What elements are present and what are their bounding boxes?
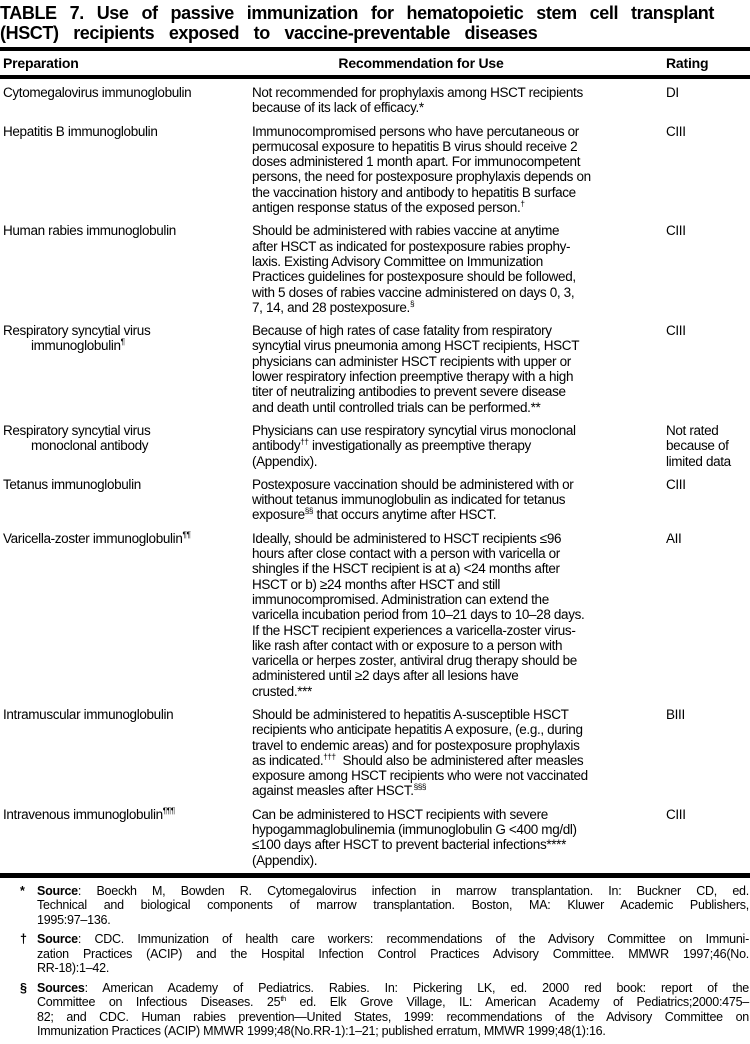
recommendation-cell: Should be administered with rabies vaccine at anytime after HSCT as indicated for postexposure rabies prophy- laxis. Existing Advisory Committee on Immunization Practices guidelines for postexposure should be followed, with 5 doses of rabies vaccine administered on days 0, 3, 7, 14, and 28 postexposure.§	[252, 223, 576, 315]
footnote-line: Committee on Infectious Diseases. 25th ed. Elk Grove Village, IL: American Academy of Pediatrics;2000:475–	[37, 994, 749, 1010]
column-header-recommendation: Recommendation for Use	[338, 55, 504, 71]
footnote-line: 1995:97–136.	[37, 912, 111, 927]
footnote-line: Sources: American Academy of Pediatrics. Rabies. In: Pickering LK, ed. 2000 red book: report of the	[37, 980, 749, 995]
rating-cell: DI	[666, 85, 679, 100]
table-row	[0, 477, 750, 523]
column-header-rating: Rating	[666, 55, 709, 71]
footnote-marker: *	[20, 883, 25, 898]
rating-cell: CIII	[666, 806, 686, 822]
table-title-line1: TABLE 7. Use of passive immunization for hematopoietic stem cell transplant	[0, 3, 714, 23]
table-body	[0, 79, 750, 873]
rating-cell: CIII	[666, 323, 686, 339]
footnote-text	[37, 932, 749, 976]
rating-cell: CIII	[666, 223, 686, 239]
recommendation-cell: Immunocompromised persons who have percutaneous or permucosal exposure to hepatitis B virus should receive 2 doses administered 1 month apart. For immunocompetent persons, the need for postexposure prophylaxis depends on the vaccination history and antibody to hepatitis B surface antigen response status of the exposed person.†	[252, 123, 591, 216]
preparation-cell: Intramuscular immunoglobulin	[3, 706, 174, 722]
footnote-marker: §	[20, 980, 27, 995]
table-row	[0, 223, 750, 315]
footnote	[0, 932, 750, 976]
preparation-cell: Varicella-zoster immunoglobulin¶¶	[3, 529, 191, 546]
table-row	[0, 423, 750, 469]
table-row	[0, 323, 750, 415]
footnote-text	[37, 981, 749, 1039]
recommendation-cell: Because of high rates of case fatality from respiratory syncytial virus pneumonia among HSCT recipients, HSCT physicians can administer HSCT recipients with upper or lower respiratory infection preemptive therapy with a high titer of neutralizing antibodies to prevent severe disease and death until controlled trials can be performed.**	[252, 323, 580, 415]
footnote-line: 82; and CDC. Human rabies prevention—United States, 1999: recommendations of the Advisory Committee on	[37, 1009, 749, 1024]
footnote	[0, 981, 750, 1039]
recommendation-cell: Ideally, should be administered to HSCT recipients ≤96 hours after close contact with a person with varicella or shingles if the HSCT recipient is at a) <24 months after HSCT or b) ≥24 months after HSCT and still immunocompromised. Administration can extend the varicella incubation period from 10–21 days to 10–28 days. If the HSCT recipient experiences a varicella-zoster virus- like rash after contact with or exposure to a person with varicella or herpes zoster, antiviral drug therapy should be administered until ≥2 days after all lesions have crusted.***	[252, 530, 585, 699]
footnote-line: Source: CDC. Immunization of health care workers: recommendations of the Advisory Committee on Immuni-	[37, 932, 749, 947]
table-row	[0, 807, 750, 868]
footnote	[0, 884, 750, 928]
footnote-line: Technical and biological components of marrow transplantation. Boston, MA: Kluwer Academic Publishers,	[37, 898, 749, 913]
table-title-line2: (HSCT) recipients exposed to vaccine-preventable diseases	[0, 23, 538, 43]
rating-cell: CIII	[666, 476, 686, 492]
preparation-cell: Respiratory syncytial virus immunoglobulin¶	[3, 323, 151, 354]
column-header-preparation: Preparation	[3, 55, 79, 71]
recommendation-cell: Not recommended for prophylaxis among HSCT recipients because of its lack of efficacy.*	[252, 85, 583, 116]
table-row	[0, 531, 750, 699]
rating-cell: BIII	[666, 706, 685, 722]
rating-cell: CIII	[666, 123, 686, 139]
footnote-text	[37, 884, 749, 928]
recommendation-cell: Postexposure vaccination should be administered with or without tetanus immunoglobulin as indicated for tetanus exposure§§ that occurs anytime after HSCT.	[252, 476, 574, 523]
footnote-line: Source: Boeckh M, Bowden R. Cytomegalovirus infection in marrow transplantation. In: Buckner CD, ed.	[37, 883, 749, 898]
rating-cell: AII	[666, 530, 682, 546]
preparation-cell: Hepatitis B immunoglobulin	[3, 123, 158, 139]
footnote-line: Immunization Practices (ACIP) MMWR 1999;48(No.RR-1):1–21; published erratum, MMWR 1999;48(1):16.	[37, 1024, 606, 1039]
footnote-marker: †	[20, 932, 27, 947]
footnote-line: RR-18):1–42.	[37, 961, 110, 976]
recommendation-cell: Physicians can use respiratory syncytial virus monoclonal antibody†† investigationally as preemptive therapy (Appendix).	[252, 422, 576, 469]
footnote-line: zation Practices (ACIP) and the Hospital Infection Control Practices Advisory Committee. MMWR 1997;46(No.	[37, 946, 749, 961]
preparation-cell: Human rabies immunoglobulin	[3, 223, 176, 239]
table-title	[0, 3, 750, 43]
table-header-row	[0, 51, 750, 75]
table-row	[0, 85, 750, 116]
preparation-cell: Cytomegalovirus immunoglobulin	[3, 85, 192, 100]
preparation-cell: Tetanus immunoglobulin	[3, 476, 141, 492]
rating-cell: Not rated because of limited data	[666, 422, 731, 469]
preparation-cell: Intravenous immunoglobulin¶¶¶	[3, 805, 175, 822]
recommendation-cell: Can be administered to HSCT recipients with severe hypogammaglobulinemia (immunoglobulin G <400 mg/dl) ≤100 days after HSCT to prevent bacterial infections**** (Appendix).	[252, 806, 577, 868]
table-row	[0, 707, 750, 799]
preparation-cell: Respiratory syncytial virus monoclonal antibody	[3, 422, 151, 454]
recommendation-cell: Should be administered to hepatitis A-susceptible HSCT recipients who anticipate hepatitis A exposure, (e.g., during travel to endemic areas) and for postexposure prophylaxis as indicated.††† Should also be administered after measles exposure among HSCT recipients who were not vaccinated against measles after HSCT.§§§	[252, 706, 588, 799]
table-row	[0, 124, 750, 216]
footnotes-section	[0, 878, 750, 1039]
